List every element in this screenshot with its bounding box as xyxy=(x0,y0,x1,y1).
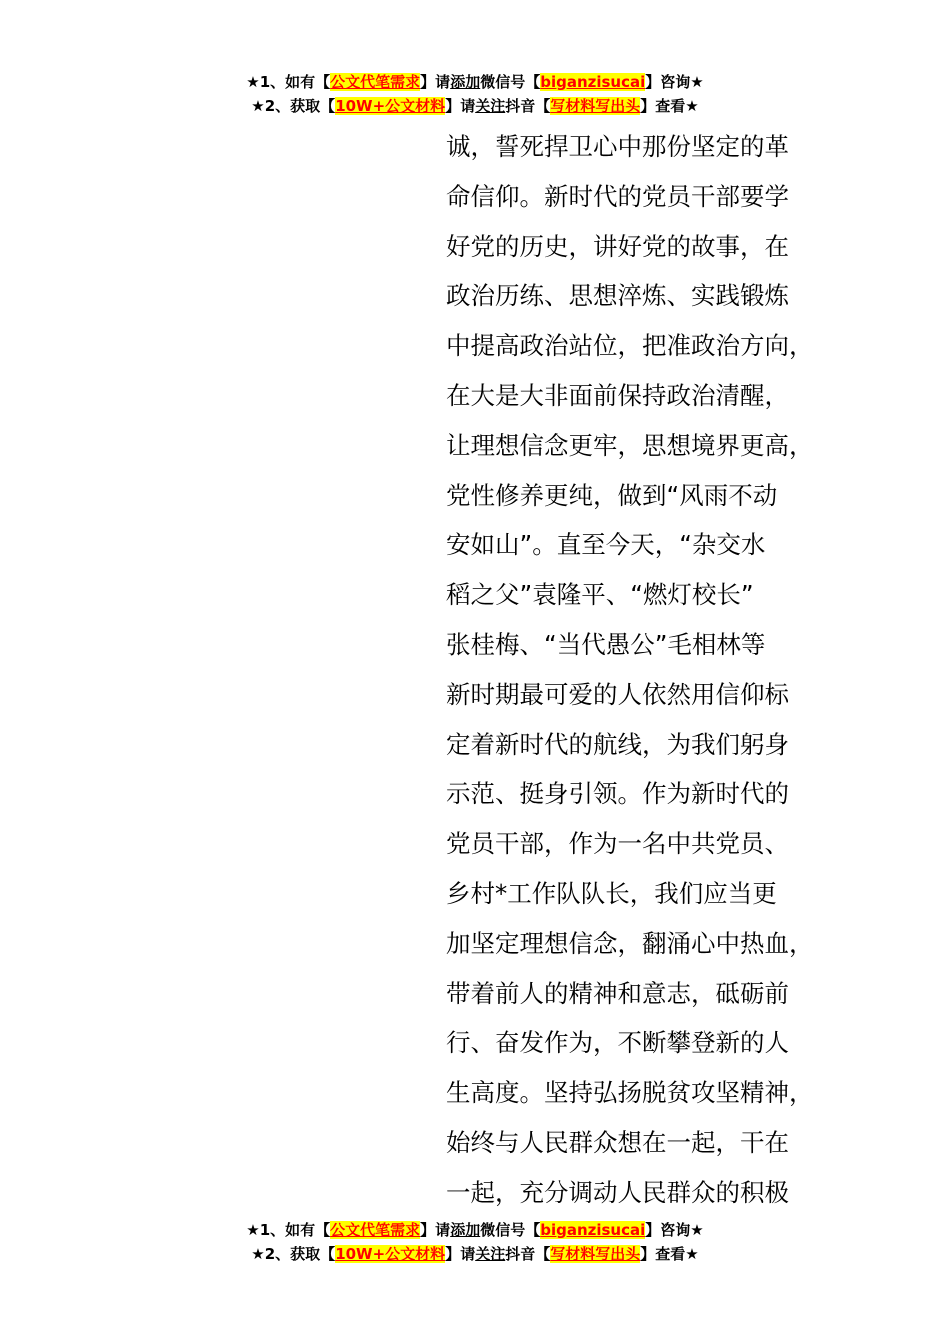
underlined-text: 关注 xyxy=(475,1245,506,1263)
banner-text: 抖音【 xyxy=(505,97,551,115)
underlined-text: 添加 xyxy=(450,73,481,91)
body-line: 一起，充分调动人民群众的积极 xyxy=(446,1177,789,1207)
banner-line-2 xyxy=(0,94,950,118)
highlight-service: 公文代笔需求 xyxy=(330,1221,421,1239)
banner-text: 】请 xyxy=(420,1221,451,1239)
banner-text: 】请 xyxy=(445,1245,476,1263)
body-text-column xyxy=(446,122,836,1218)
banner-text: 抖音【 xyxy=(505,1245,551,1263)
highlight-douyin-account: 写材料写出头 xyxy=(550,97,641,115)
body-line: 政治历练、思想淬炼、实践锻炼 xyxy=(446,281,789,311)
banner-text: 】查看★ xyxy=(640,1245,699,1263)
banner-text: 】查看★ xyxy=(640,97,699,115)
body-line: 新时期最可爱的人依然用信仰标 xyxy=(446,679,789,709)
body-line: 定着新时代的航线，为我们躬身 xyxy=(446,729,789,759)
body-line: 党员干部，作为一名中共党员、 xyxy=(446,829,789,859)
body-line: 党性修养更纯，做到“风雨不动 xyxy=(446,480,778,510)
banner-text: 】咨询★ xyxy=(645,73,704,91)
highlight-materials: 10W+公文材料 xyxy=(335,97,446,115)
highlight-materials: 10W+公文材料 xyxy=(335,1245,446,1263)
footer-banner xyxy=(0,1218,950,1266)
body-line: 稻之父”袁隆平、“燃灯校长” xyxy=(446,580,754,610)
underlined-text: 关注 xyxy=(475,97,506,115)
body-line: 安如山”。直至今天，“杂交水 xyxy=(446,530,766,560)
banner-text: 微信号【 xyxy=(480,1221,541,1239)
banner-text: ★1、如有【 xyxy=(246,1221,331,1239)
banner-text: ★2、获取【 xyxy=(251,97,336,115)
body-line: 在大是大非面前保持政治清醒， xyxy=(446,380,789,410)
body-line: 好党的历史，讲好党的故事，在 xyxy=(446,231,789,261)
highlight-wechat-id: biganzisucai xyxy=(540,1221,646,1239)
underlined-text: 添加 xyxy=(450,1221,481,1239)
highlight-service: 公文代笔需求 xyxy=(330,73,421,91)
banner-text: ★1、如有【 xyxy=(246,73,331,91)
header-banner xyxy=(0,70,950,118)
banner-text: ★2、获取【 xyxy=(251,1245,336,1263)
body-line: 中提高政治站位，把准政治方向， xyxy=(446,331,814,361)
body-line: 示范、挺身引领。作为新时代的 xyxy=(446,779,789,809)
banner-line-2 xyxy=(0,1242,950,1266)
banner-text: 】咨询★ xyxy=(645,1221,704,1239)
body-line: 诚，誓死捍卫心中那份坚定的革 xyxy=(446,132,789,161)
body-line: 行、奋发作为，不断攀登新的人 xyxy=(446,1028,789,1058)
body-line: 生高度。坚持弘扬脱贫攻坚精神， xyxy=(446,1078,814,1108)
banner-text: 微信号【 xyxy=(480,73,541,91)
banner-line-1 xyxy=(0,70,950,94)
banner-text: 】请 xyxy=(445,97,476,115)
body-line: 乡村*工作队队长，我们应当更 xyxy=(446,878,777,908)
body-line: 张桂梅、“当代愚公”毛相林等 xyxy=(446,629,766,659)
body-line: 始终与人民群众想在一起，干在 xyxy=(446,1127,789,1157)
body-line: 命信仰。新时代的党员干部要学 xyxy=(446,181,789,211)
highlight-wechat-id: biganzisucai xyxy=(540,73,646,91)
banner-line-1 xyxy=(0,1218,950,1242)
banner-text: 】请 xyxy=(420,73,451,91)
body-line: 加坚定理想信念，翻涌心中热血， xyxy=(446,928,814,958)
highlight-douyin-account: 写材料写出头 xyxy=(550,1245,641,1263)
body-line: 带着前人的精神和意志，砥砺前 xyxy=(446,978,789,1008)
body-line: 让理想信念更牢，思想境界更高， xyxy=(446,430,814,460)
